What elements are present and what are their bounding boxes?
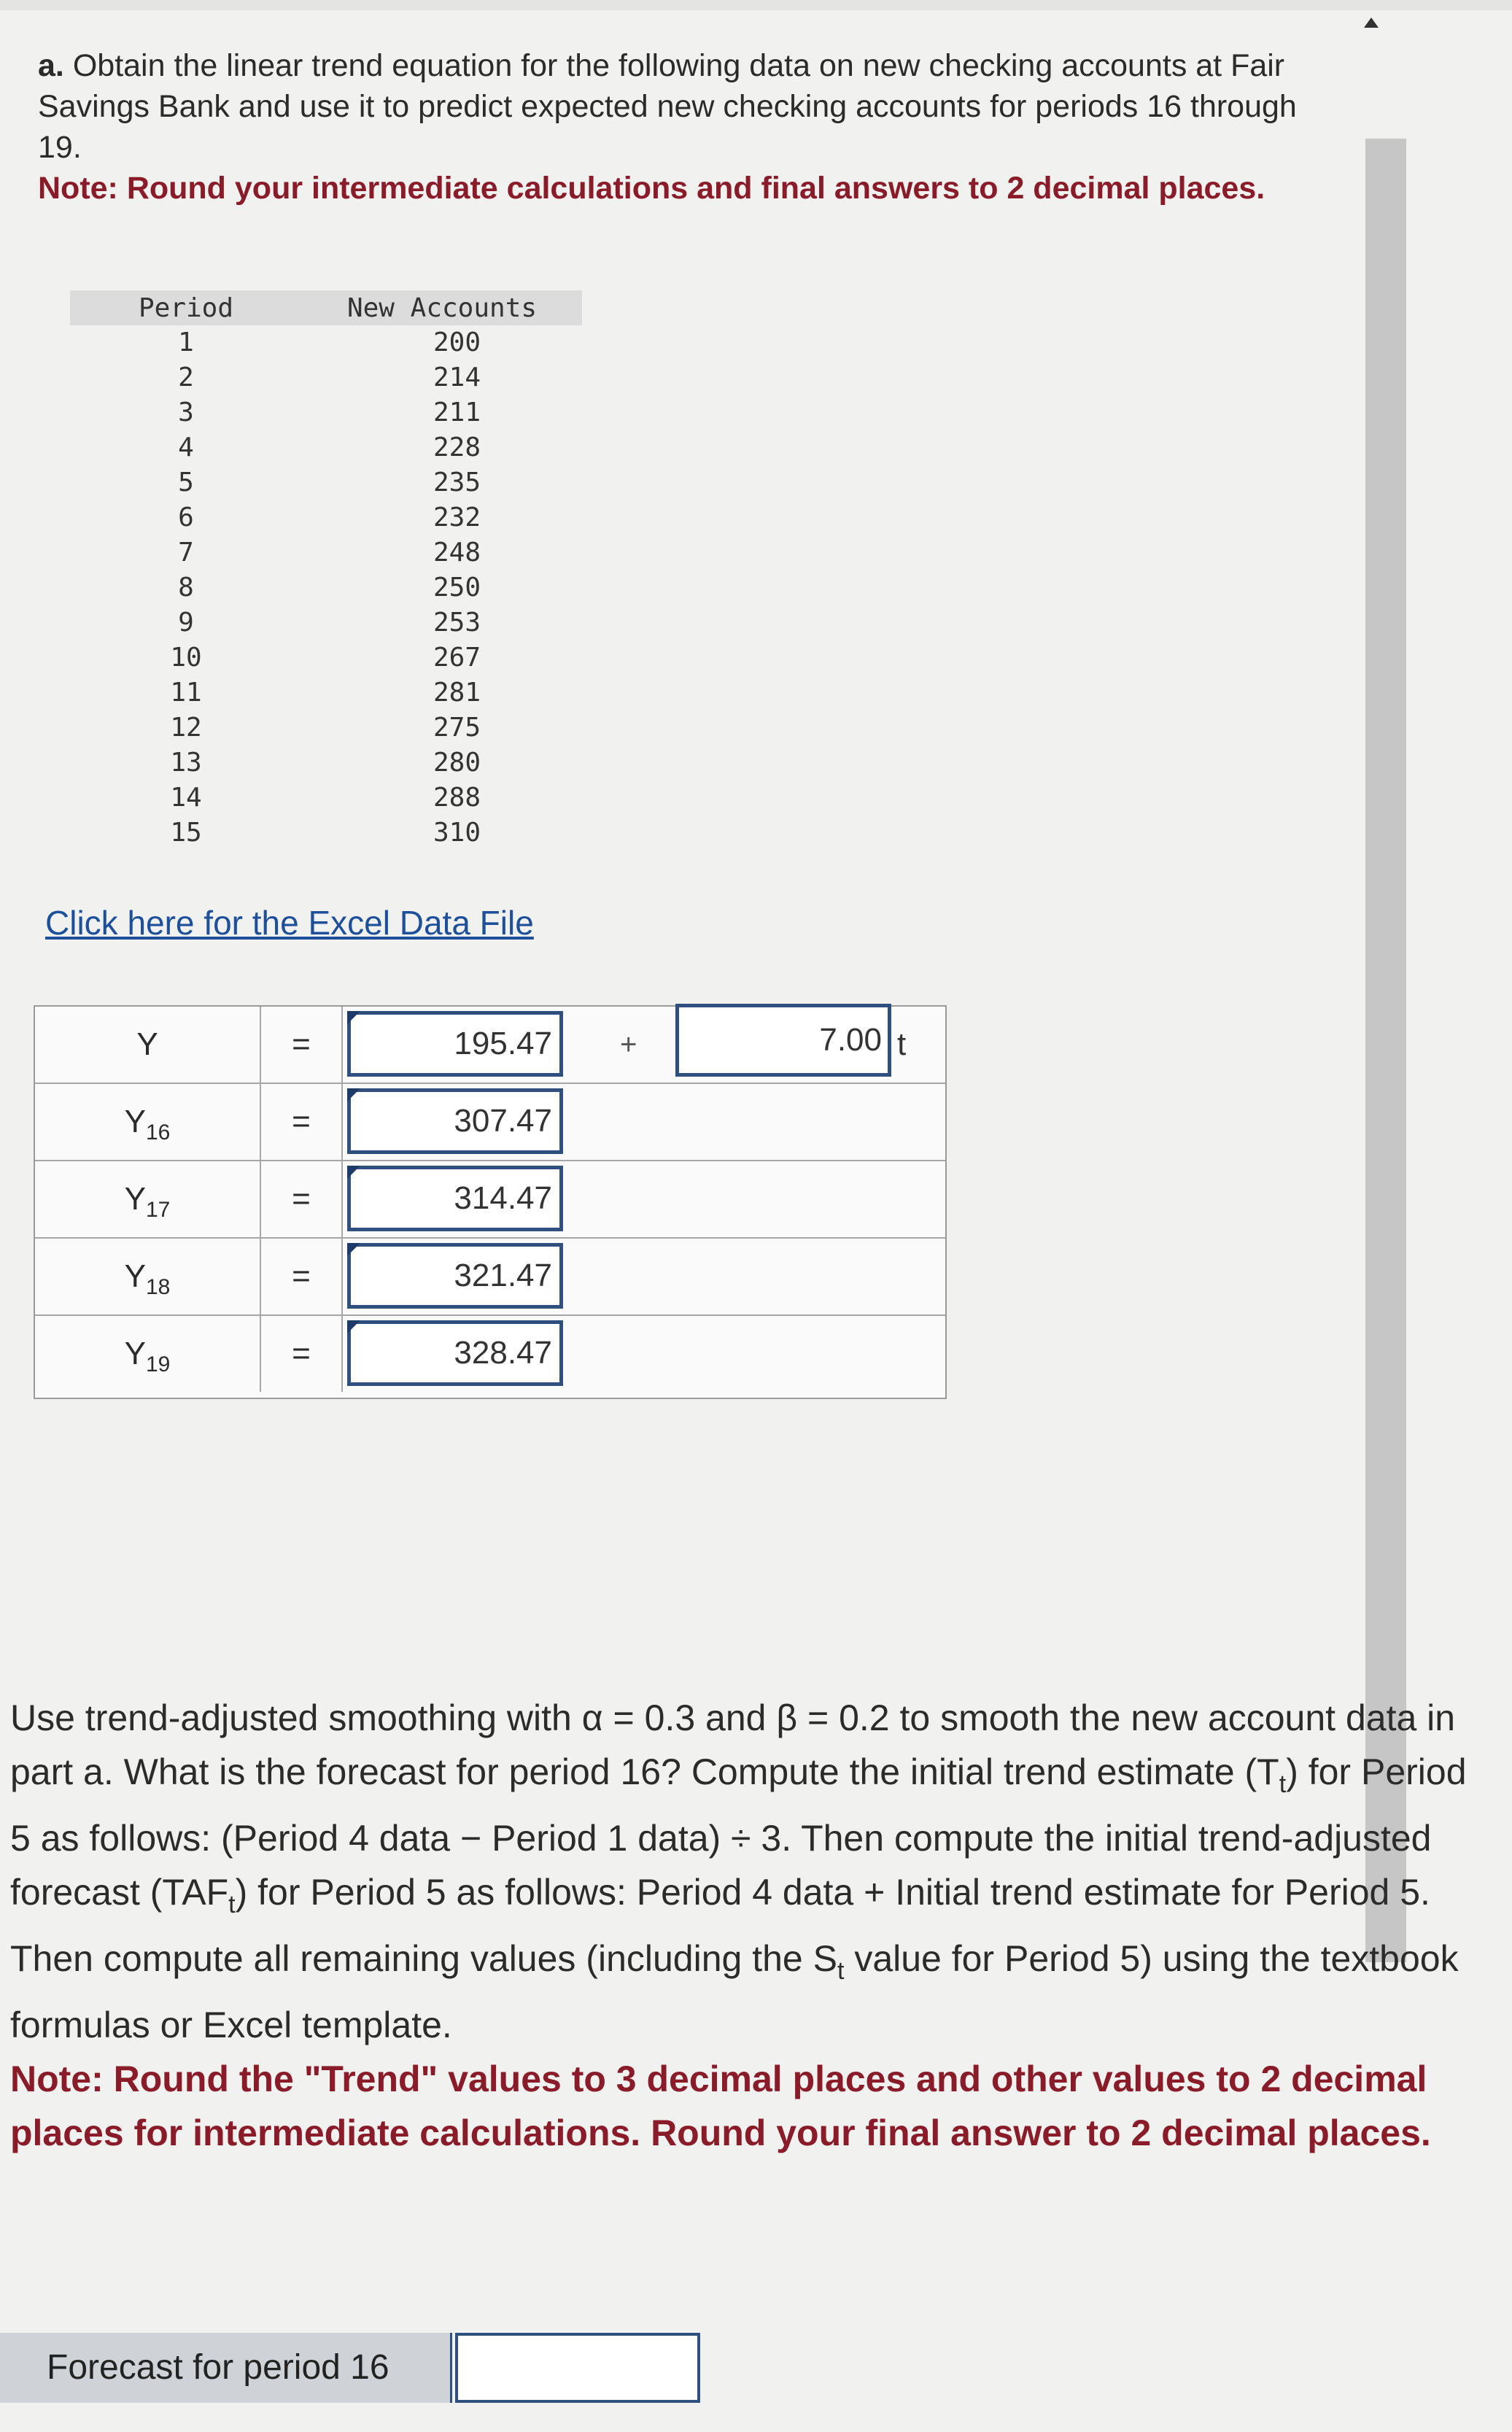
period-cell: 14 xyxy=(170,783,202,813)
row-label: $Y_{16}$ xyxy=(35,1084,261,1160)
accounts-cell: 250 xyxy=(433,573,481,603)
period-cell: 5 xyxy=(178,468,194,497)
period-cell: 7 xyxy=(178,538,194,568)
answer-row-y xyxy=(35,1007,945,1084)
accounts-cell: 310 xyxy=(433,818,481,848)
period-cell: 12 xyxy=(170,713,202,743)
period-cell: 9 xyxy=(178,608,194,638)
table-row xyxy=(70,500,582,535)
table-row xyxy=(70,430,582,465)
answer-row-y19 xyxy=(35,1316,945,1392)
row-label: $Y_{17}$ xyxy=(35,1161,261,1237)
period-cell: 2 xyxy=(178,363,194,392)
part-b-note: Note: Round the "Trend" values to 3 decimal places and other values to 2 decimal places for intermediate calculations. Round your final answer to 2 decimal places. xyxy=(10,2059,1431,2153)
period-cell: 4 xyxy=(178,433,194,462)
answer-row-y18 xyxy=(35,1239,945,1316)
y18-input[interactable]: 321.47 xyxy=(347,1243,563,1309)
t-variable: t xyxy=(897,1026,907,1062)
table-row xyxy=(70,395,582,430)
forecast-period-16-input[interactable] xyxy=(455,2333,700,2403)
period-header: Period xyxy=(70,290,302,325)
table-row xyxy=(70,605,582,640)
y17-input[interactable]: 314.47 xyxy=(347,1166,563,1231)
part-a-question xyxy=(38,45,1336,209)
y19-input[interactable]: 328.47 xyxy=(347,1320,563,1386)
equals-sign: = xyxy=(261,1007,343,1083)
top-strip xyxy=(0,0,1512,10)
equals-sign: = xyxy=(261,1084,343,1160)
scrollbar[interactable] xyxy=(1365,139,1406,1962)
accounts-cell: 267 xyxy=(433,643,481,673)
period-cell: 11 xyxy=(170,678,202,708)
accounts-cell: 280 xyxy=(433,748,481,778)
table-row xyxy=(70,710,582,746)
excel-data-file-link[interactable]: Click here for the Excel Data File xyxy=(45,904,534,942)
row-label: Y xyxy=(35,1007,261,1083)
answer-row-y16 xyxy=(35,1084,945,1161)
table-row xyxy=(70,816,582,851)
table-row xyxy=(70,360,582,395)
equals-sign: = xyxy=(261,1316,343,1392)
period-cell: 3 xyxy=(178,398,194,427)
new-accounts-header: New Accounts xyxy=(302,290,582,325)
period-cell: 15 xyxy=(170,818,202,848)
part-a-letter: a. xyxy=(38,48,64,83)
accounts-cell: 253 xyxy=(433,608,481,638)
accounts-cell: 288 xyxy=(433,783,481,813)
period-cell: 8 xyxy=(178,573,194,603)
accounts-cell: 232 xyxy=(433,503,481,533)
forecast-label: Forecast for period 16 xyxy=(0,2333,452,2403)
part-a-note: Note: Round your intermediate calculations and final answers to 2 decimal places. xyxy=(38,171,1265,206)
table-row xyxy=(70,535,582,570)
equals-sign: = xyxy=(261,1239,343,1314)
plus-sign: + xyxy=(620,1029,637,1061)
answer-row-y17 xyxy=(35,1161,945,1239)
part-b-question: Use trend-adjusted smoothing with α = 0.3 and β = 0.2 to smooth the new account data in part a. What is the forecast for period 16? Compute the initial trend estimate $(T_t)$ for Period 5 as follows: (Period 4 data − Period 1 data) ÷ 3. Then compute the initial trend-adjusted forecast $(TAF_t)$ for Period 5 as follows: Period 4 data + Initial trend estimate for Period 5. Then compute all remaining values (including the $S_t$ value for Period 5) using the textbook formulas or Excel template. Note: Round the "Trend" values to 3 decimal places and other values to 2 decimal places for intermediate calculations. Round your final answer to 2 decimal places. xyxy=(10,1691,1476,2160)
slope-input[interactable]: 7.00 xyxy=(675,1004,891,1077)
table-row xyxy=(70,746,582,781)
period-cell: 13 xyxy=(170,748,202,778)
scroll-up-arrow-icon[interactable] xyxy=(1364,18,1379,28)
input-corner-icon xyxy=(347,1243,360,1256)
input-corner-icon xyxy=(347,1166,360,1179)
table-row xyxy=(70,640,582,675)
trend-equation-answer-table xyxy=(34,1005,947,1399)
equals-sign: = xyxy=(261,1161,343,1237)
table-row xyxy=(70,570,582,605)
accounts-cell: 200 xyxy=(433,328,481,357)
forecast-row xyxy=(0,2333,702,2403)
table-row xyxy=(70,781,582,816)
row-label: $Y_{18}$ xyxy=(35,1239,261,1314)
period-cell: 1 xyxy=(178,328,194,357)
period-cell: 6 xyxy=(178,503,194,533)
intercept-input[interactable]: 195.47 xyxy=(347,1011,563,1077)
table-row xyxy=(70,675,582,710)
accounts-cell: 248 xyxy=(433,538,481,568)
part-a-text: Obtain the linear trend equation for the following data on new checking accounts at Fair Savings Bank and use it to predict expected new checking accounts for periods 16 through 19. xyxy=(38,48,1297,165)
table-row xyxy=(70,325,582,360)
table-row xyxy=(70,465,582,500)
accounts-cell: 235 xyxy=(433,468,481,497)
accounts-cell: 281 xyxy=(433,678,481,708)
period-cell: 10 xyxy=(170,643,202,673)
row-label: $Y_{19}$ xyxy=(35,1316,261,1392)
accounts-cell: 214 xyxy=(433,363,481,392)
input-corner-icon xyxy=(347,1088,360,1101)
accounts-cell: 211 xyxy=(433,398,481,427)
accounts-cell: 275 xyxy=(433,713,481,743)
y16-input[interactable]: 307.47 xyxy=(347,1088,563,1154)
accounts-cell: 228 xyxy=(433,433,481,462)
new-accounts-table xyxy=(70,290,582,851)
input-corner-icon xyxy=(347,1320,360,1333)
input-corner-icon xyxy=(347,1011,360,1024)
